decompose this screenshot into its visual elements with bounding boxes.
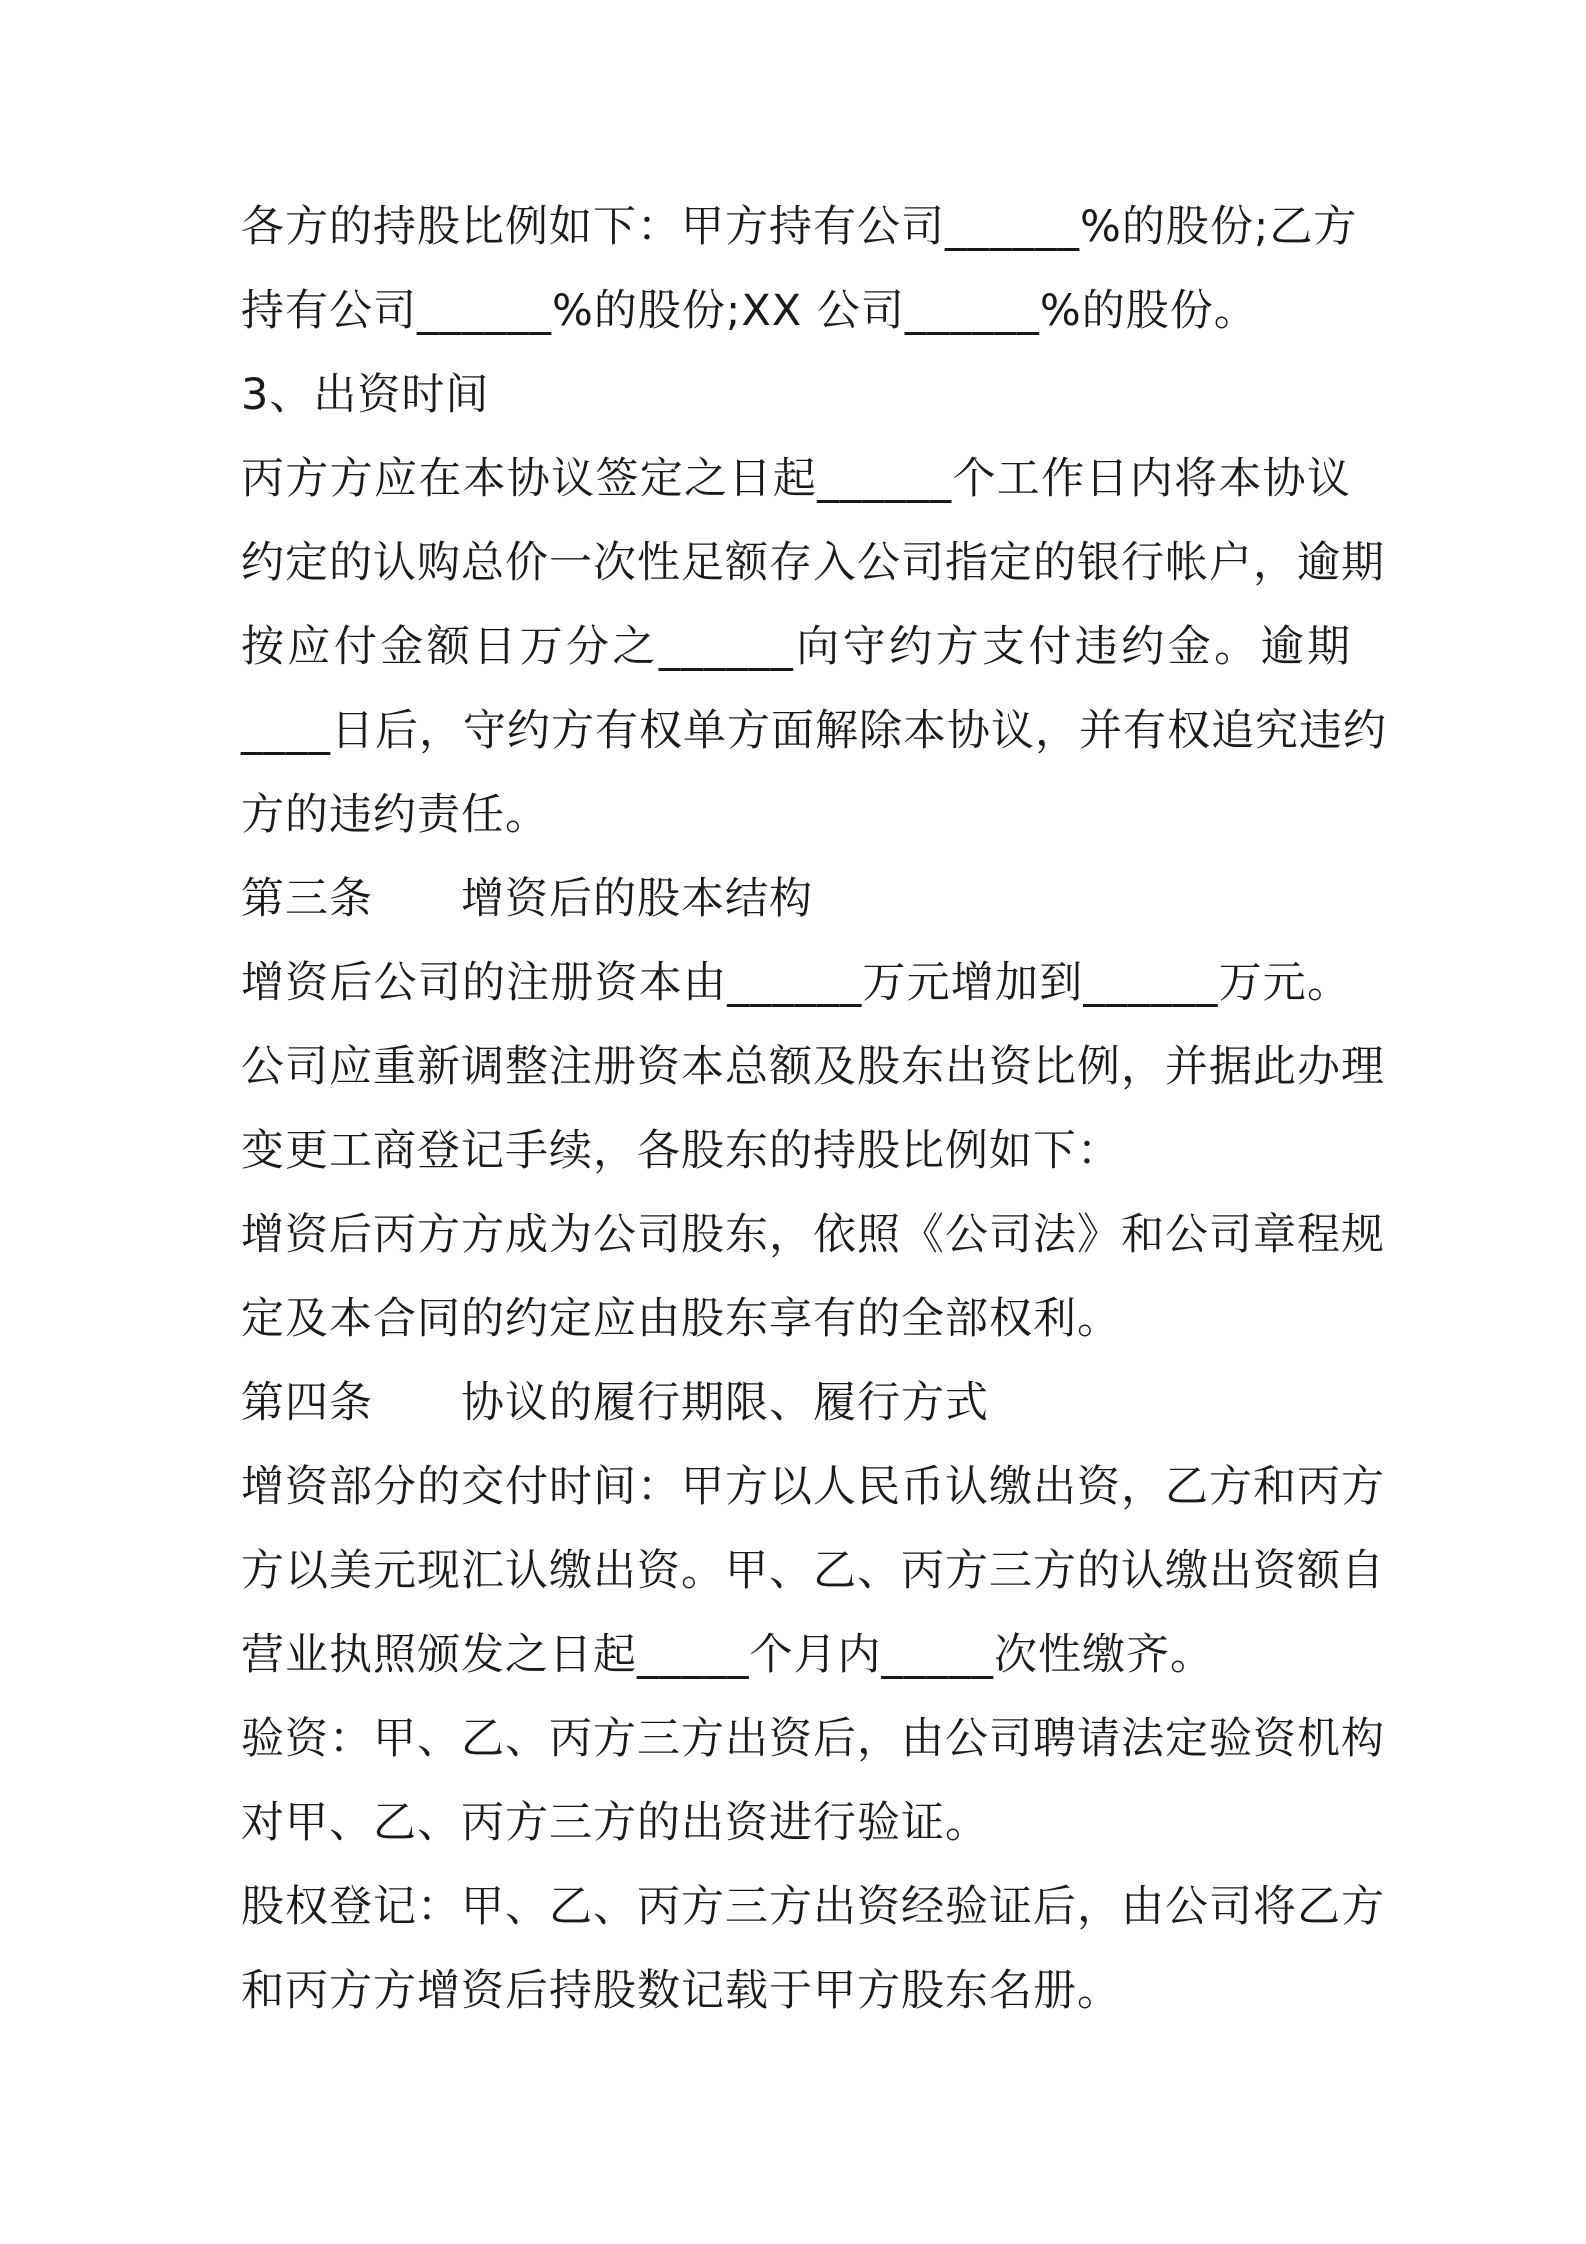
article-heading: 第三条 增资后的股本结构 bbox=[241, 874, 813, 924]
text-line: 增资后公司的注册资本由______万元增加到______万元。 bbox=[241, 958, 1351, 1008]
text-line: 方以美元现汇认缴出资。甲、乙、丙方三方的认缴出资额自 bbox=[241, 1546, 1385, 1596]
text-line: 增资部分的交付时间：甲方以人民币认缴出资，乙方和丙方 bbox=[241, 1462, 1385, 1512]
section-heading: 3、出资时间 bbox=[241, 370, 490, 420]
text-line: 验资：甲、乙、丙方三方出资后，由公司聘请法定验资机构 bbox=[241, 1714, 1385, 1764]
text-line: 和丙方方增资后持股数记载于甲方股东名册。 bbox=[241, 1966, 1121, 2016]
text-line: ____日后，守约方有权单方面解除本协议，并有权追究违约 bbox=[241, 706, 1387, 756]
text-line: 变更工商登记手续，各股东的持股比例如下： bbox=[241, 1126, 1121, 1176]
text-line: 增资后丙方方成为公司股东，依照《公司法》和公司章程规 bbox=[241, 1210, 1385, 1260]
text-line: 持有公司______%的股份;XX 公司______%的股份。 bbox=[241, 286, 1258, 336]
text-line: 约定的认购总价一次性足额存入公司指定的银行帐户，逾期 bbox=[241, 538, 1385, 588]
text-line: 按应付金额日万分之______向守约方支付违约金。逾期 bbox=[241, 622, 1351, 672]
text-line: 丙方方应在本协议签定之日起______个工作日内将本协议 bbox=[241, 454, 1351, 504]
text-line: 对甲、乙、丙方三方的出资进行验证。 bbox=[241, 1798, 989, 1848]
document-body bbox=[241, 185, 1387, 2033]
article-heading: 第四条 协议的履行期限、履行方式 bbox=[241, 1378, 989, 1428]
text-line: 公司应重新调整注册资本总额及股东出资比例，并据此办理 bbox=[241, 1042, 1385, 1092]
text-line: 各方的持股比例如下：甲方持有公司______%的股份;乙方 bbox=[241, 202, 1358, 252]
text-line: 方的违约责任。 bbox=[241, 790, 549, 840]
text-line: 营业执照颁发之日起_____个月内_____次性缴齐。 bbox=[241, 1630, 1214, 1680]
text-line: 定及本合同的约定应由股东享有的全部权利。 bbox=[241, 1294, 1121, 1344]
text-line: 股权登记：甲、乙、丙方三方出资经验证后，由公司将乙方 bbox=[241, 1882, 1385, 1932]
